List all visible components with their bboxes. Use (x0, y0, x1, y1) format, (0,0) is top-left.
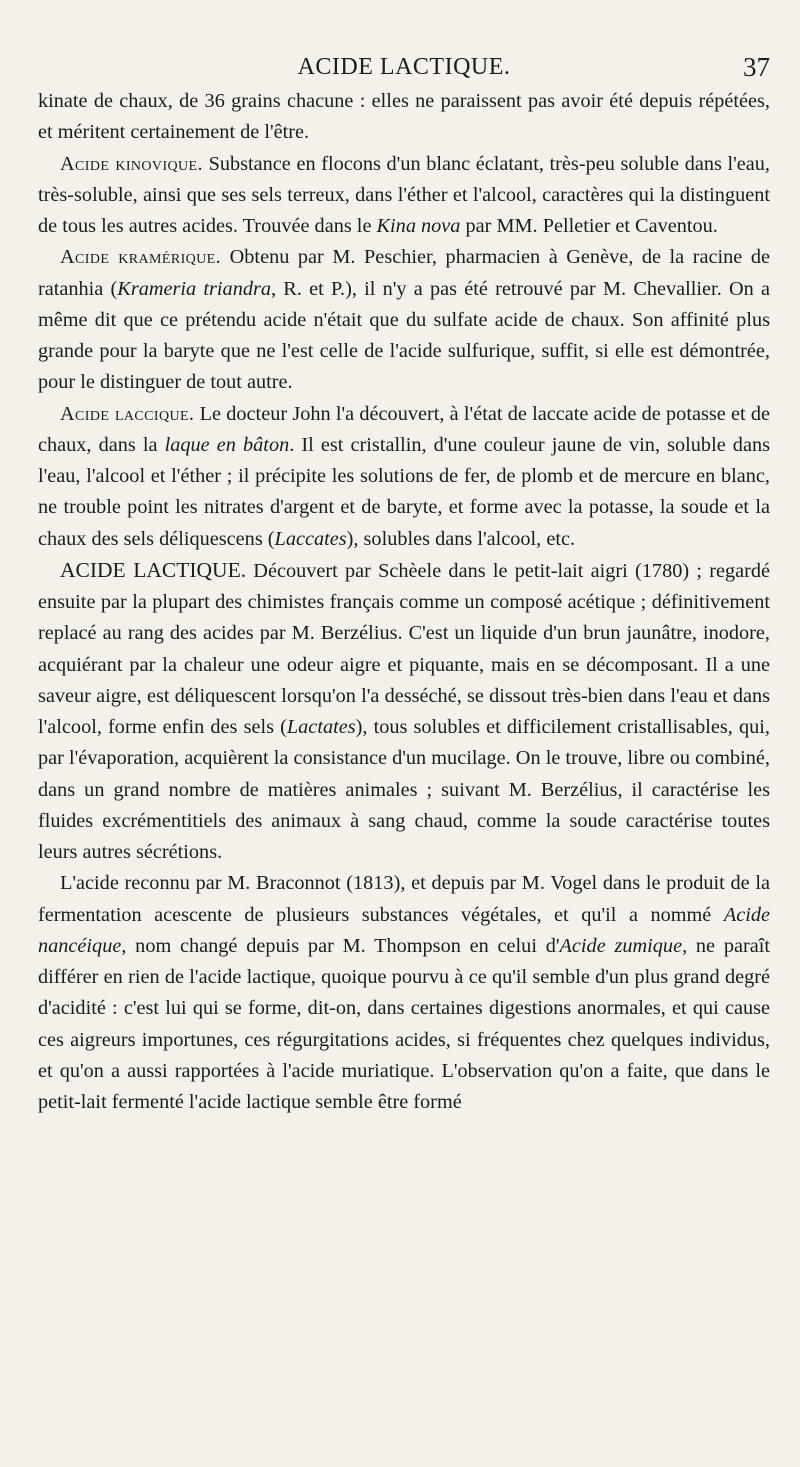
text-run: Obtenu par M. Peschier, pharmacien à Genève, de la racine de ratanhia ( (38, 246, 770, 300)
text-run: L'acide reconnu par M. Braconnot (1813), et depuis par M. Vogel dans le produit de la fermentation acescente de plusieurs substances végétales, et qu'il a nommé (38, 872, 770, 926)
paragraph-acide-nanceique (38, 868, 770, 1118)
page-number: 37 (743, 52, 770, 82)
italic-term: Lactates (286, 716, 356, 738)
body-text (38, 86, 770, 1118)
text-run: Découvert par Schèele dans le petit-lait aigri (1780) ; regardé ensuite par la plupart des chimistes français comme un composé acétique ; définitivement replacé au rang des acides par M. Berzélius. C'est un liquide d'un brun jaunâtre, inodore, acquiérant par la chaleur une odeur aigre et piquante, mais en se décomposant. Il a une saveur aigre, est déliquescent lorsqu'on l'a desséché, se dissout très-bien dans l'eau et dans l'alcool, forme enfin des sels ( (38, 559, 770, 738)
paragraph-acide-lactique (38, 555, 770, 869)
paragraph-acide-laccique (38, 399, 770, 555)
paragraph-continuation (38, 86, 770, 149)
italic-term: Acide zumique (559, 934, 683, 957)
entry-heading: Acide kramérique. (60, 246, 222, 269)
text-run: , ne paraît différer en rien de l'acide lactique, quoique pourvu à ce qu'il semble d'un plus grand degré d'acidité : c'est lui qui se forme, dit-on, dans certaines digestions anormales, et qui cause ces aigreurs importunes, ces régurgitations acides, si fréquentes chez quelques individus, et qu'on a aussi rapportées à l'acide muriatique. L'observation qu'on a faite, que dans le petit-lait fermenté l'acide lactique semble être formé (38, 934, 770, 1113)
text-run: , R. et P.), il n'y a pas été retrouvé par M. Chevallier. On a même dit que ce prétendu acide n'était que du sulfate acide de chaux. Son affinité plus grande pour la baryte que ne l'est celle de l'acide sulfurique, suffit, si elle est démontrée, pour le distinguer de tout autre. (38, 277, 770, 394)
running-head: ACIDE LACTIQUE. (297, 54, 511, 80)
text-run: kinate de chaux, de 36 grains chacune : elles ne paraissent pas avoir été depuis répétées, et méritent certainement de l'être. (38, 90, 770, 144)
italic-term: Krameria triandra (117, 277, 272, 300)
text-run: , nom changé depuis par M. Thompson en celui d' (121, 934, 560, 957)
entry-heading: Acide laccique. (60, 402, 195, 425)
italic-term: Kina nova (376, 215, 461, 237)
italic-term: Acide nancéique (38, 903, 770, 957)
text-run: Substance en flocons d'un blanc éclatant, très-peu soluble dans l'eau, très-soluble, ainsi que ses sels terreux, dans l'éther et l'alcool, caractères qui la distinguent de tous les autres acides. Trouvée dans le (38, 152, 770, 237)
text-run: ), solubles dans l'alcool, etc. (346, 527, 576, 550)
paragraph-acide-kinovique (38, 149, 770, 243)
text-run: Le docteur John l'a découvert, à l'état de laccate acide de potasse et de chaux, dans la (38, 402, 770, 456)
entry-heading: ACIDE LACTIQUE. (60, 557, 247, 582)
text-run: par MM. Pelletier et Caventou. (460, 215, 718, 237)
text-run: . Il est cristallin, d'une couleur jaune de vin, soluble dans l'eau, l'alcool et l'éther ; il précipite les solutions de fer, de plomb et de mercure en blanc, ne trouble point les nitrates d'argent et de baryte, et forme avec la potasse, la soude et la chaux des sels déliquescens ( (38, 433, 770, 550)
italic-term: Laccates (274, 527, 347, 550)
entry-heading: Acide kinovique. (60, 152, 203, 175)
paragraph-acide-kramerique (38, 242, 770, 398)
italic-term: laque en bâton (164, 433, 290, 456)
page-header (38, 40, 770, 86)
text-run: ), tous solubles et difficilement cristallisables, qui, par l'évaporation, acquièrent la consistance d'un mucilage. On le trouve, libre ou combiné, dans un grand nombre de matières animales ; suivant M. Berzélius, il caractérise les fluides excrémentitiels des animaux à sang chaud, comme la soude caractérise toutes leurs autres sécrétions. (38, 716, 770, 863)
